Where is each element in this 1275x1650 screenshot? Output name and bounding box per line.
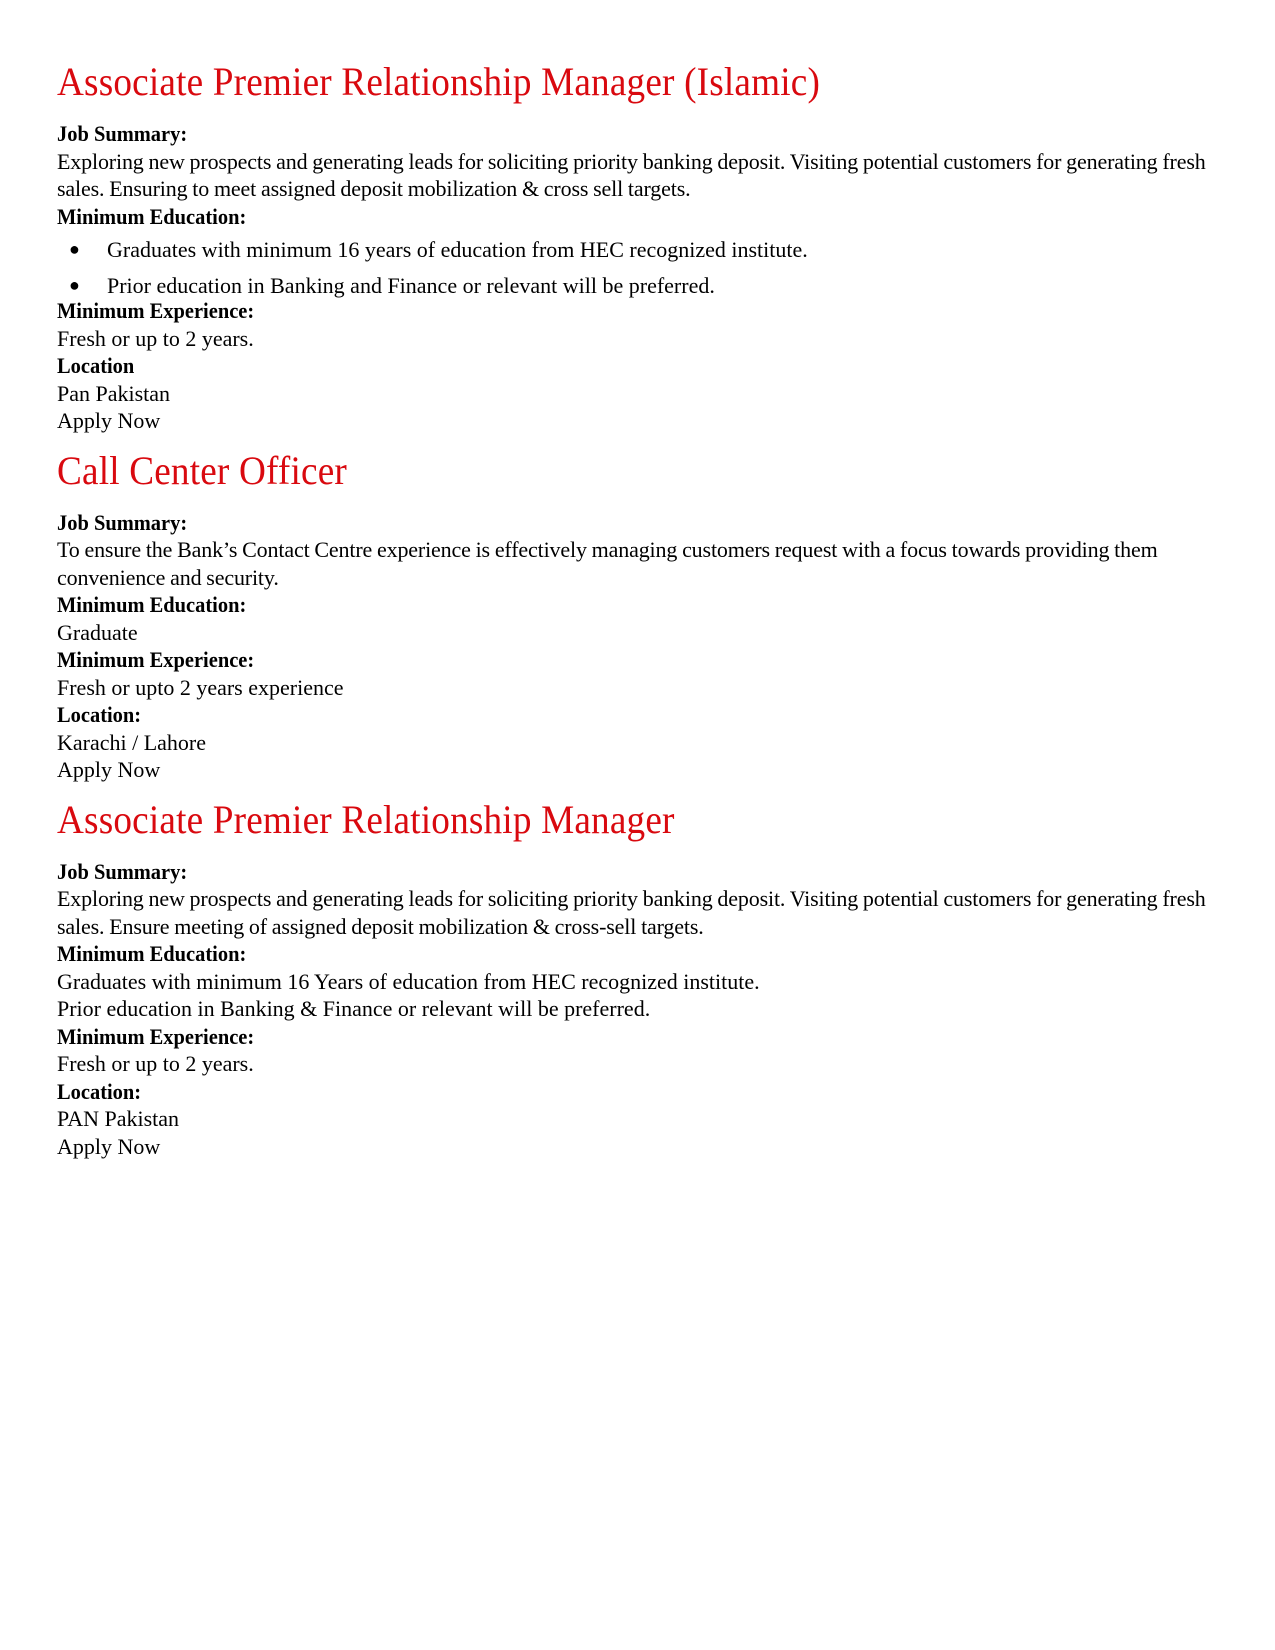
education-item-text: Graduates with minimum 16 years of education from HEC recognized institute. [107, 237, 808, 262]
education-list-item [57, 236, 1207, 264]
education-item-text: Prior education in Banking and Finance or relevant will be preferred. [107, 272, 715, 298]
job-summary-text: Exploring new prospects and generating leads for soliciting priority banking deposit. Visiting potential customers for generating fresh sales. Ensuring to meet assigned deposit mobilization & cross sell targets. [57, 148, 1206, 201]
education-list [57, 236, 1207, 299]
education-label: Minimum Education: [57, 203, 247, 229]
job-summary-text: Exploring new prospects and generating leads for soliciting priority banking deposit. Visiting potential customers for generating fresh sales. Ensure meeting of assigned deposit mobilization & cross-sell targets. [57, 886, 1206, 939]
experience-text: Fresh or up to 2 years. [57, 325, 254, 351]
education-label: Minimum Education: [57, 941, 247, 966]
apply-now-link[interactable]: Apply Now [57, 1133, 161, 1159]
location-label: Location [57, 353, 135, 378]
education-text: Graduate [57, 619, 138, 645]
experience-label: Minimum Experience: [57, 1023, 255, 1049]
job-summary-label: Job Summary: [57, 509, 188, 535]
location-label: Location: [57, 702, 142, 727]
bullet-icon: ● [69, 239, 80, 259]
experience-label: Minimum Experience: [57, 647, 255, 672]
education-text: Graduates with minimum 16 Years of education from HEC recognized institute. [57, 968, 760, 994]
bullet-icon: ● [69, 274, 80, 295]
job-listings-document [57, 56, 1207, 1160]
experience-text: Fresh or up to 2 years. [57, 1051, 254, 1076]
education-text: Prior education in Banking & Finance or relevant will be preferred. [57, 996, 651, 1021]
apply-now-link[interactable]: Apply Now [57, 757, 161, 782]
location-text: Karachi / Lahore [57, 729, 207, 755]
education-label: Minimum Education: [57, 592, 247, 617]
location-text: PAN Pakistan [57, 1106, 180, 1131]
location-text: Pan Pakistan [57, 380, 171, 406]
spacer [57, 435, 1207, 445]
job-title: Call Center Officer [57, 447, 348, 493]
education-list-item [57, 272, 1207, 300]
job-posting [57, 794, 1207, 1161]
job-posting [57, 56, 1207, 435]
job-title: Associate Premier Relationship Manager (Islamic) [57, 59, 821, 104]
experience-text: Fresh or upto 2 years experience [57, 674, 344, 700]
job-summary-label: Job Summary: [57, 858, 188, 884]
job-summary-label: Job Summary: [57, 121, 188, 146]
spacer [57, 784, 1207, 794]
apply-now-link[interactable]: Apply Now [57, 408, 161, 433]
job-summary-text: To ensure the Bank’s Contact Centre experience is effectively managing customers request with a focus towards providing them convenience and security. [57, 537, 1158, 590]
location-label: Location: [57, 1078, 142, 1104]
job-posting [57, 445, 1207, 784]
experience-label: Minimum Experience: [57, 298, 255, 323]
job-title: Associate Premier Relationship Manager [57, 796, 675, 842]
